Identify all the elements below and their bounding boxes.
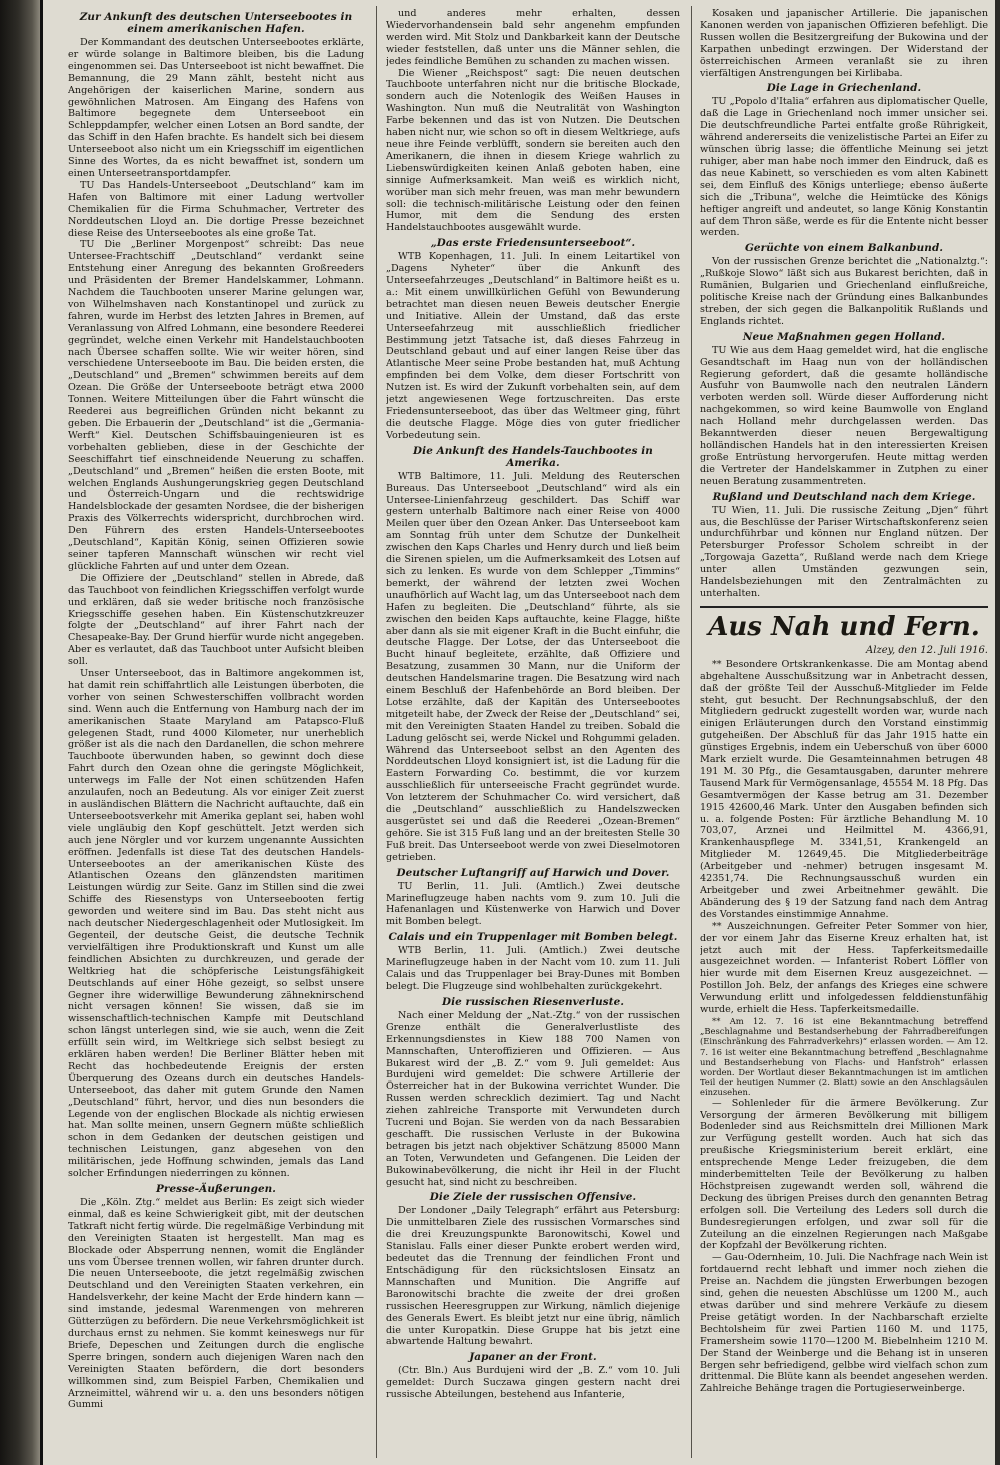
column-1 [68, 8, 364, 1458]
headline: Zur Ankunft des deutschen Unterseebootes in einem amerikanischen Hafen. [79, 11, 353, 35]
article-paragraph: Nach einer Meldung der „Nat.-Ztg.“ von der russischen Grenze enthält die Generalverlustliste des Erkennungsdienstes in Kiew 188 700 Namen von Mannschaften, Unteroffizieren und Offizieren. — Aus Bukarest wird der „B. Z.“ vom 9. Juli gemeldet: Aus Burdujeni wird gemeldet: Die schwere Artillerie der Österreicher hat in der Bukowina verrichtet Wunder. Die Russen werden schrecklich dezimiert. Tag und Nacht ziehen zahlreiche Transporte mit Verwundeten durch Tucreni und Bojan. Sie werden von da nach Bessarabien geschafft. Die russischen Verluste in der Bukowina betragen bis jetzt nach objektiver Schätzung 85000 Mann an Toten, Verwundeten und Gefangenen. Die Leiden der Bukowinabevölkerung, die nicht ihr Heil in der Flucht gesucht hat, sind nicht zu beschreiben. [386, 1009, 680, 1188]
book-binding [0, 0, 40, 1465]
column-2 [386, 8, 680, 1458]
article-paragraph: Kosaken und japanischer Artillerie. Die japanischen Kanonen werden von japanischen Offizieren befehligt. Die Russen wollen die Besitzergreifung der Bukowina und der Karpathen unbedingt erzwingen. Der Widerstand der österreichischen Armeen veranlaßt sie zu ihren vierfältigen Anstrengungen bei Kirlibaba. [700, 8, 988, 79]
dateline: Alzey, den 12. Juli 1916. [866, 644, 988, 656]
article-paragraph: TU Das Handels-Unterseeboot „Deutschland“ kam im Hafen von Baltimore mit einer Ladung wertvoller Chemikalien für die Firma Schuhmacher, Vertreter des Norddeutschen Lloyd an. Die dortige Presse bezeichnet diese Reise des Unterseebootes als eine große Tat. [68, 179, 364, 239]
section-title: Aus Nah und Fern. [700, 606, 988, 643]
article-paragraph: TU Wie aus dem Haag gemeldet wird, hat die englische Gesandtschaft im Haag nun von der holländischen Regierung gefordert, daß die gesamte holländische Ausfuhr von Baumwolle nach den neutralen Ländern verboten werden soll. Würde dieser Aufforderung nicht nachgekommen, so wird keine Baumwolle von England nach Holland mehr durchgelassen werden. Das Bekanntwerden dieser neuen Bergewaltigung holländischen Handels hat in den interessierten Kreisen große Entrüstung hervorgerufen. Heute mittag werden die Vertreter der Handelskammer in Zutphen zu einer neuen Beratung zusammentreten. [700, 344, 988, 487]
headline: Japaner an der Front. [469, 1351, 597, 1364]
article-paragraph: Die Wiener „Reichspost“ sagt: Die neuen deutschen Tauchboote unterfahren nicht nur die britische Blockade, sondern auch die Notenlogik des Weißen Hauses in Washington. Nun muß die Neutralität von Washington Farbe bekennen und das ist von Nutzen. Die Deutschen haben nicht nur, wie schon so oft in diesem Weltkriege, aufs neue ihre Feinde verblüfft, sondern sie bereiten auch den Amerikanern, die ihnen in diesem Kriege wahrlich zu Liebenswürdigkeiten keinen Anlaß geboten haben, eine sinnige Aufmerksamkeit. Man weiß es wirklich nicht, worüber man sich mehr freuen, was man mehr bewundern soll: die technisch-militärische Leistung oder den feinen Humor, mit dem die Sendung des ersten Handelstauchbootes ausgewählt wurde. [386, 67, 680, 234]
article-paragraph: — Sohlenleder für die ärmere Bevölkerung. Zur Versorgung der ärmeren Bevölkerung mit billigem Bodenleder sind aus Reichsmitteln drei Millionen Mark zur Verfügung gestellt worden. Auch hat sich das preußische Kriegsministerium bereit erklärt, eine entsprechende Menge Leder freizugeben, die dem minderbemittelten Teile der Bevölkerung zu halben Höchstpreisen zugewandt werden soll, während die Deckung des übrigen Preises durch den genannten Betrag erfolgen soll. Die Verteilung des Leders soll durch die Bundesregierungen erfolgen, und zwar soll für die Zuteilung an die einzelnen Regierungen nach Maßgabe der Kopfzahl der Bevölkerung richten. [700, 1097, 988, 1252]
article-paragraph: Die „Köln. Ztg.“ meldet aus Berlin: Es zeigt sich wieder einmal, daß es keine Schwierigkeit gibt, mit der deutschen Tatkraft nicht fertig würde. Die regelmäßige Verbindung mit den Vereinigten Staaten ist hergestellt. Man mag es Blockade oder Absperrung nennen, womit die Engländer uns vom Übersee trennen wollen, wir fahren drunter durch. Die neuen Unterseeboote, die jetzt regelmäßig zwischen Deutschland und den Vereinigten Staaten verkehren, ein Handelsverkehr, der keine Macht der Erde hindern kann — sind imstande, jedesmal Warenmengen von mehreren Gütterzügen zu befördern. Die neue Verkehrsmöglichkeit ist durchaus ernst zu nehmen. Sie kommt keineswegs nur für Briefe, Depeschen und Zeitungen durch die englische Sperre bringen, sondern auch diejenigen Waren nach den Vereinigten Staaten befördern, die dort besonders willkommen sind, zum Beispiel Farben, Chemikalien und Arzneimittel, während wir u. a. den uns besonders nötigen Gummi [68, 1197, 364, 1411]
headline: Die Lage in Griechenland. [766, 82, 922, 95]
article-paragraph: ** Auszeichnungen. Gefreiter Peter Sommer von hier, der vor einem Jahr das Eiserne Kreuz erhalten hat, ist jetzt auch mit der Hess. Tapferkeitsmedaille ausgezeichnet worden. — Infanterist Robert Löffler von hier wurde mit dem Eisernen Kreuz ausgezeichnet. — Postillon Joh. Belz, der anfangs des Krieges eine schwere Verwundung erlitt und infolgedessen felddienstunfähig wurde, erhielt die Hess. Tapferkeitsmedaille. [700, 920, 988, 1016]
article-paragraph: Die Offiziere der „Deutschland“ stellen in Abrede, daß das Tauchboot von feindlichen Kriegsschiffen verfolgt wurde und erklären, daß sie weder britische noch französische Kriegsschiffe gesehen haben. Ein Küstenschutzkreuzer folgte der „Deutschland“ auf ihrer Fahrt nach der Chesapeake-Bay. Der Grund hierfür wurde nicht angegeben. Aber es verlautet, daß das Tauchboot unter Aufsicht bleiben soll. [68, 572, 364, 668]
article-paragraph: TU Wien, 11. Juli. Die russische Zeitung „Djen“ führt aus, die Beschlüsse der Pariser Wirtschaftskonferenz seien undurchführbar und können nur England nützen. Der Petersburger Professor Scholem schreibt in der „Torgowaja Gazetta“, Rußland werde nach dem Kriege unter allen Umständen gezwungen sein, Handelsbeziehungen mit den Zentralmächten zu unterhalten. [700, 504, 988, 599]
column-rule [691, 6, 692, 1458]
article-paragraph: ** Besondere Ortskrankenkasse. Die am Montag abend abgehaltene Ausschußsitzung war in Anbetracht dessen, daß der größte Teil der Ausschuß-Mitglieder im Felde steht, gut besucht. Der Rechnungsabschluß, der den Mitgliedern gedruckt zugestellt worden war, wurde nach einigen Erläuterungen durch den Vorstand einstimmig gutgeheißen. Der Abschluß für das Jahr 1915 hatte ein günstiges Ergebnis, indem ein Ueberschuß von über 6000 Mark erzielt wurde. Die Gesamteinnahmen betrugen 48 191 M. 30 Pfg., die Gesamtausgaben, darunter mehrere Tausend Mark für Vermögensanlage, 45554 M. 18 Pfg. Das Gesamtvermögen der Kasse betrug am 31. Dezember 1915 42600,46 Mark. Unter den Ausgaben befinden sich u. a. folgende Posten: Für ärztliche Behandlung M. 10 703,07, Arznei und Heilmittel M. 4366,91, Krankenhauspflege M. 3341,51, Krankengeld an Mitglieder M. 12649,45. Die Mitgliederbeiträge (Arbeitgeber und -nehmer) betrugen insgesamt M. 42351,74. Die Rechnungsausschuß wurden ein Arbeitgeber und zwei Arbeitnehmer gewählt. Die Abänderung des § 19 der Satzung fand nach dem Antrag des Vorstandes einstimmige Annahme. [700, 658, 988, 920]
headline: Die Ankunft des Handels-Tauchbootes in Amerika. [413, 444, 653, 469]
article-paragraph: WTB Berlin, 11. Juli. (Amtlich.) Zwei deutsche Marineflugzeuge haben in der Nacht vom 10. zum 11. Juli Calais und das Truppenlager bei Bray-Dunes mit Bomben belegt. Die Flugzeuge sind wohlbehalten zurückgekehrt. [386, 945, 680, 992]
headline: Neue Maßnahmen gegen Holland. [742, 330, 946, 343]
article-paragraph: — Gau-Odernheim, 10. Juli. Die Nachfrage nach Wein ist fortdauernd recht lebhaft und immer noch ziehen die Preise an. Nachdem die jüngsten Erwerbungen bezogen sind, gehen die neuesten Abschlüsse um 1200 M., auch etwas darüber und sind mehrere Verkäufe zu diesem Preise getätigt worden. In der Nachbarschaft erzielte Bechtolsheim für zwei Partien 1160 M. und 1175, Framersheim sowie 1170—1200 M. Biebelnheim 1210 M. Der Stand der Weinberge und die Behang ist in unseren Bergen sehr befriedigend, gelbbe wird vielfach schon zum drittenmal. Die Blüte kann als beendet angesehen werden. Zahlreiche Behänge tragen die Portugieserweinberge. [700, 1252, 988, 1395]
article-paragraph: TU Die „Berliner Morgenpost“ schreibt: Das neue Untersee-Frachtschiff „Deutschland“ verdankt seine Entstehung einer Anregung des bekannten Großreeders und Präsidenten der Bremer Handelskammer, Lohmann. Nachdem die Tauchbooten unserer Marine gelungen war, von Wilhelmshaven nach Konstantinopel und zurück zu fahren, wurde im Herbst des letzten Jahres in Bremen, auf Veranlassung von Alfred Lohmann, eine besondere Reederei gegründet, welche einen Verkehr mit Handelstauchbooten nach Übersee schaffen sollte. Wie wir weiter hören, sind verschiedene Unterseeboote im Bau. Die beiden ersten, die „Deutschland“ und „Bremen“ schwimmen bereits auf dem Ozean. Die Größe der Unterseeboote beträgt etwa 2000 Tonnen. Weitere Mitteilungen über die Fahrt wünscht die Reederei aus begreiflichen Gründen nicht bekannt zu geben. Die Erbauerin der „Deutschland“ ist die „Germania-Werft“ Kiel. Deutschen Schiffsbauingenieuren ist es vorbehalten geblieben, diese in der Geschichte der Seeschiffahrt tief einschneidende Neuerung zu schaffen. „Deutschland“ und „Bremen“ heißen die ersten Boote, mit welchen Englands Aushungerungskrieg gegen Deutschland und Österreich-Ungarn und die rechtswidrige Handelsblockade der gesamten Nordsee, die der bisherigen Praxis des Völkerrechts widerspricht, durchbrochen wird. Den Führern des ersten Handels-Unterseebootes „Deutschland“, Kapitän König, seinen Offizieren sowie seiner tapferen Mannschaft wünschen wir recht viel glückliche Fahrten auf und unter dem Ozean. [68, 239, 364, 572]
column-3 [700, 8, 988, 1458]
headline: Presse-Äußerungen. [155, 1183, 277, 1195]
article-paragraph: (Ctr. Bln.) Aus Burdujeni wird der „B. Z.“ vom 10. Juli gemeldet: Durch Suczawa gingen gestern nacht drei russische Abteilungen, bestehend aus Infanterie, [386, 1365, 680, 1401]
notice-paragraph: ** Am 12. 7. 16 ist eine Bekanntmachung betreffend „Beschlagnahme und Bestandserhebung der Fahrradbereifungen (Einschränkung des Fahrradverkehrs)“ erlassen worden. — Am 12. 7. 16 ist weiter eine Bekanntmachung betreffend „Beschlagnahme und Bestandserhebung von Flachs- und Hanfstroh“ erlassen worden. Der Wortlaut dieser Bekanntmachungen ist im amtlichen Teil der heutigen Nummer (2. Blatt) sowie an den Anschlagsäulen einzusehen. [700, 1015, 988, 1098]
article-paragraph: TU Berlin, 11. Juli. (Amtlich.) Zwei deutsche Marineflugzeuge haben nachts vom 9. zum 10. Juli die Hafenanlagen und Küstenwerke von Harwich und Dover mit Bomben belegt. [386, 880, 680, 928]
article-paragraph: Von der russischen Grenze berichtet die „Nationalztg.“: „Rußkoje Slowo“ läßt sich aus Bukarest berichten, daß in Rumänien, Bulgarien und Griechenland einflußreiche, politische Kreise nach der Gründung eines Balkanbundes streben, der sich gegen die Balkanpolitik Rußlands und Englands richtet. [700, 256, 988, 327]
headline: „Das erste Friedensunterseeboot“. [430, 237, 636, 250]
article-paragraph: TU „Popolo d'Italia“ erfahren aus diplomatischer Quelle, daß die Lage in Griechenland noch immer unsicher sei. Die deutschfreundliche Partei entfalte große Rührigkeit, während andererseits die venizelistische Partei an Eifer zu wünschen übrig lasse; die öffentliche Meinung sei jetzt ruhiger, aber man habe noch immer den Eindruck, daß es das neue Kabinett, so verschieden es vom alten Kabinett sei, dem Einfluß des Königs unterliege; ebenso äußerte sich die „Tribuna“, welche die Heimtücke des Königs heftiger angreift und andeutet, so lange König Konstantin auf dem Thron säße, werde es für die Entente nicht besser werden. [700, 96, 988, 239]
headline: Deutscher Luftangriff auf Harwich und Dover. [396, 866, 670, 879]
article-paragraph: WTB Kopenhagen, 11. Juli. In einem Leitartikel von „Dagens Nyheter“ über die Ankunft des Unterseefahrzeuges „Deutschland“ in Baltimore heißt es u. a.: Mit einem unwillkürlichen Gefühl von Bewunderung betrachtet man diesen neuen Beweis deutscher Energie und Initiative. Allein der Umstand, daß das erste Unterseefahrzeug mit ausschließlich friedlicher Bestimmung jetzt Tatsache ist, daß dieses Fahrzeug in Deutschland gebaut und auf einer langen Reise über das Atlantische Meer seine Probe bestanden hat, muß Achtung empfinden bei dem Volke, dem dieser Fortschritt von Nutzen ist. Es wird der Zukunft vorbehalten sein, auf dem jetzt angewiesenen Wege fortzuschreiten. Das erste Friedensunterseeboot, das über das Weltmeer ging, führt die deutsche Flagge. Möge dies von guter friedlicher Vorbedeutung sein. [386, 251, 680, 441]
headline: Die russischen Riesenverluste. [441, 995, 625, 1008]
headline: Die Ziele der russischen Offensive. [429, 1191, 637, 1204]
article-paragraph: Unser Unterseeboot, das in Baltimore angekommen ist, hat damit rein schiffahrtlich alle Leistungen überboten, die vorher von seinen Schwesterschiffen vollbracht worden sind. Wenn auch die Entfernung von Hamburg nach der im amerikanischen Staate Maryland am Patapsco-Fluß gelegenen Stadt, rund 4000 Kilometer, nur unerheblich größer ist als die nach den Dardanellen, die schon mehrere Tauchboote überwunden haben, so gewinnt doch diese Fahrt durch den Ozean ohne die geringste Möglichkeit, unterwegs im Falle der Not einen schützenden Hafen anzulaufen, noch an Bedeutung. Als vor einiger Zeit zuerst in ausländischen Blättern die Nachricht auftauchte, daß ein Unterseebootsverkehr mit Amerika geplant sei, haben wohl viele ungläubig den Kopf geschüttelt. Jetzt werden sich auch jene Nörgler und vor kurzem ungenannte Aussichten eröffnen. Jedenfalls ist diese Tat des deutschen Handels-Unterseebootes an der amerikanischen Küste des Atlantischen Ozeans den glänzendsten maritimen Leistungen würdig zur Seite. Ganz im Stillen sind die zwei Schiffe des Riesenstyps von Unterseebooten fertig geworden und weitere sind im Bau. Das steht nicht aus nach deutscher Niedergeschlagenheit oder Mutlosigkeit. Im Gegenteil, der deutsche Geist, die deutsche Technik vervielfältigen ihre Produktionskraft und Kunst um alle feindlichen Absichten zu durchkreuzen, und gerade der Weltkrieg hat die schöpferische Leistungsfähigkeit Deutschlands auf einer Höhe gezeigt, so selbst unsere Gegner ihre widerwillige Bewunderung zähneknirschend nicht versagen können! Sie wissen, daß sie im wissenschaftlich-technischen Kampfe mit Deutschland schon längst unterlegen sind, wie sie auch, wenn die Zeit erfüllt sein wird, im Weltkriege sich selbst besiegt zu erklären haben werden! Die Berliner Blätter heben mit Recht das hochbedeutende Ereignis der ersten Überquerung des Ozeans durch ein deutsches Handels-Unterseeboot, das daher mit gutem Grunde den Namen „Deutschland“ führt, hervor, und dies nun besonders die Legende von der englischen Blockade als nichtig erwiesen hat. Man sollte meinen, unsern Gegnern müßte schließlich schon in dem Gedanken der deutschen geistigen und technischen Leistungen, ganz abgesehen von den militärischen, jede Hoffnung schwinden, jemals das Land solcher Erfindungen niederringen zu können. [68, 668, 364, 1180]
article-paragraph: und anderes mehr erhalten, dessen Wiedervorhandensein bald sehr angenehm empfunden werden wird. Mit Stolz und Dankbarkeit kann der Deutsche wieder feststellen, daß unter uns die Männer sehlen, die jedes feindliche Bemühen zu schanden zu machen wissen. [386, 8, 680, 67]
article-paragraph: Der Kommandant des deutschen Unterseebootes erklärte, er würde solange in Baltimore bleiben, bis die Ladung eingenommen sei. Das Unterseeboot ist nicht bewaffnet. Die Bemannung, die 29 Mann zählt, besteht nicht aus Angehörigen der kaiserlichen Marine, sondern aus gewöhnlichen Matrosen. Am Eingang des Hafens von Baltimore begegnete dem Unterseeboot ein Schleppdampfer, welcher einen Lotsen an Bord sandte, der das Schiff in den Hafen brachte. Es handelt sich bei diesem Unterseeboot also nicht um ein Kriegsschiff im eigentlichen Sinne des Wortes, da es nicht bewaffnet ist, sondern um einen Unterseetransportdampfer. [68, 37, 364, 179]
headline: Rußland und Deutschland nach dem Kriege. [712, 490, 976, 503]
article-paragraph: WTB Baltimore, 11. Juli. Meldung des Reuterschen Bureaus. Das Unterseeboot „Deutschland“ wird als ein Untersee-Linienfahrzeug geschildert. Das Schiff war gestern unterhalb Baltimore nach einer Reise von 4000 Meilen quer über den Ozean Anker. Das Unterseeboot kam am Sonntag früh unter dem Schutze der Dunkelheit zwischen den Kaps Charles und Henry durch und ließ beim die Sirenen spielen, um die Aufmerksamkeit des Lotsen auf sich zu lenken. Es wurde von dem Schlepper „Timmins“ bemerkt, der während der letzten zwei Wochen unaufhörlich auf Wacht lag, um das Unterseeboot nach dem Hafen zu begleiten. Die „Deutschland“ führte, als sie zwischen den beiden Kaps auftauchte, keine Flagge, hißte aber dann als sie mit eigener Kraft in die Bucht einfuhr, die deutsche Flagge. Der Lotse, der das Unterseeboot die Bucht hinauf begleitete, erzählte, daß Offiziere und Besatzung, zusammen 30 Mann, nur die Uniform der deutschen Handelsmarine tragen. Die Besatzung wird nach einem Beschluß der Hafenbehörde an Bord bleiben. Der Lotse erzählte, daß der Kapitän des Unterseebootes mitgeteilt habe, der Zweck der Reise der „Deutschland“ sei, mit den Vereinigten Staaten Handel zu treiben. Sobald die Ladung gelöscht sei, werde Nickel und Rohgummi geladen. Während das Unterseeboot selbst an den Agenten des Norddeutschen Lloyd konsigniert ist, ist die Ladung für die Eastern Forwarding Co. bestimmt, die vor kurzem ausschließlich für unterseeische Fracht gegründet wurde. Von letzterem der Schuhmacher Co. wird versichert, daß die „Deutschland“ ausschließlich zu Handelszwecken ausgerüstet sei und daß die Reederei „Ozean-Bremen“ gehöre. Sie ist 315 Fuß lang und an der breitesten Stelle 30 Fuß breit. Das Unterseeboot werde von zwei Dieselmotoren getrieben. [386, 470, 680, 863]
headline: Gerüchte von einem Balkanbund. [744, 242, 944, 255]
column-rule [376, 6, 377, 1458]
article-paragraph: Der Londoner „Daily Telegraph“ erfährt aus Petersburg: Die unmittelbaren Ziele des russischen Vormarsches sind die drei Kreuzungspunkte Baronowitschi, Kowel und Stanislau. Falls einer dieser Punkte erobert werden wird, bedeutet das die Trennung der feindlichen Front und Entschädigung für den rücksichtslosen Einsatz an Mannschaften und Munition. Die Angriffe auf Baronowitschi brachte die zweite der drei großen russischen Heeresgruppen zur Wirkung, nämlich diejenige des Generals Ewert. Es bleibt jetzt nur eine übrig, nämlich die unter Kuropatkin. Diese Gruppe hat bis jetzt eine abwartende Haltung bewahrt. [386, 1205, 680, 1348]
headline: Calais und ein Truppenlager mit Bomben belegt. [388, 931, 678, 944]
